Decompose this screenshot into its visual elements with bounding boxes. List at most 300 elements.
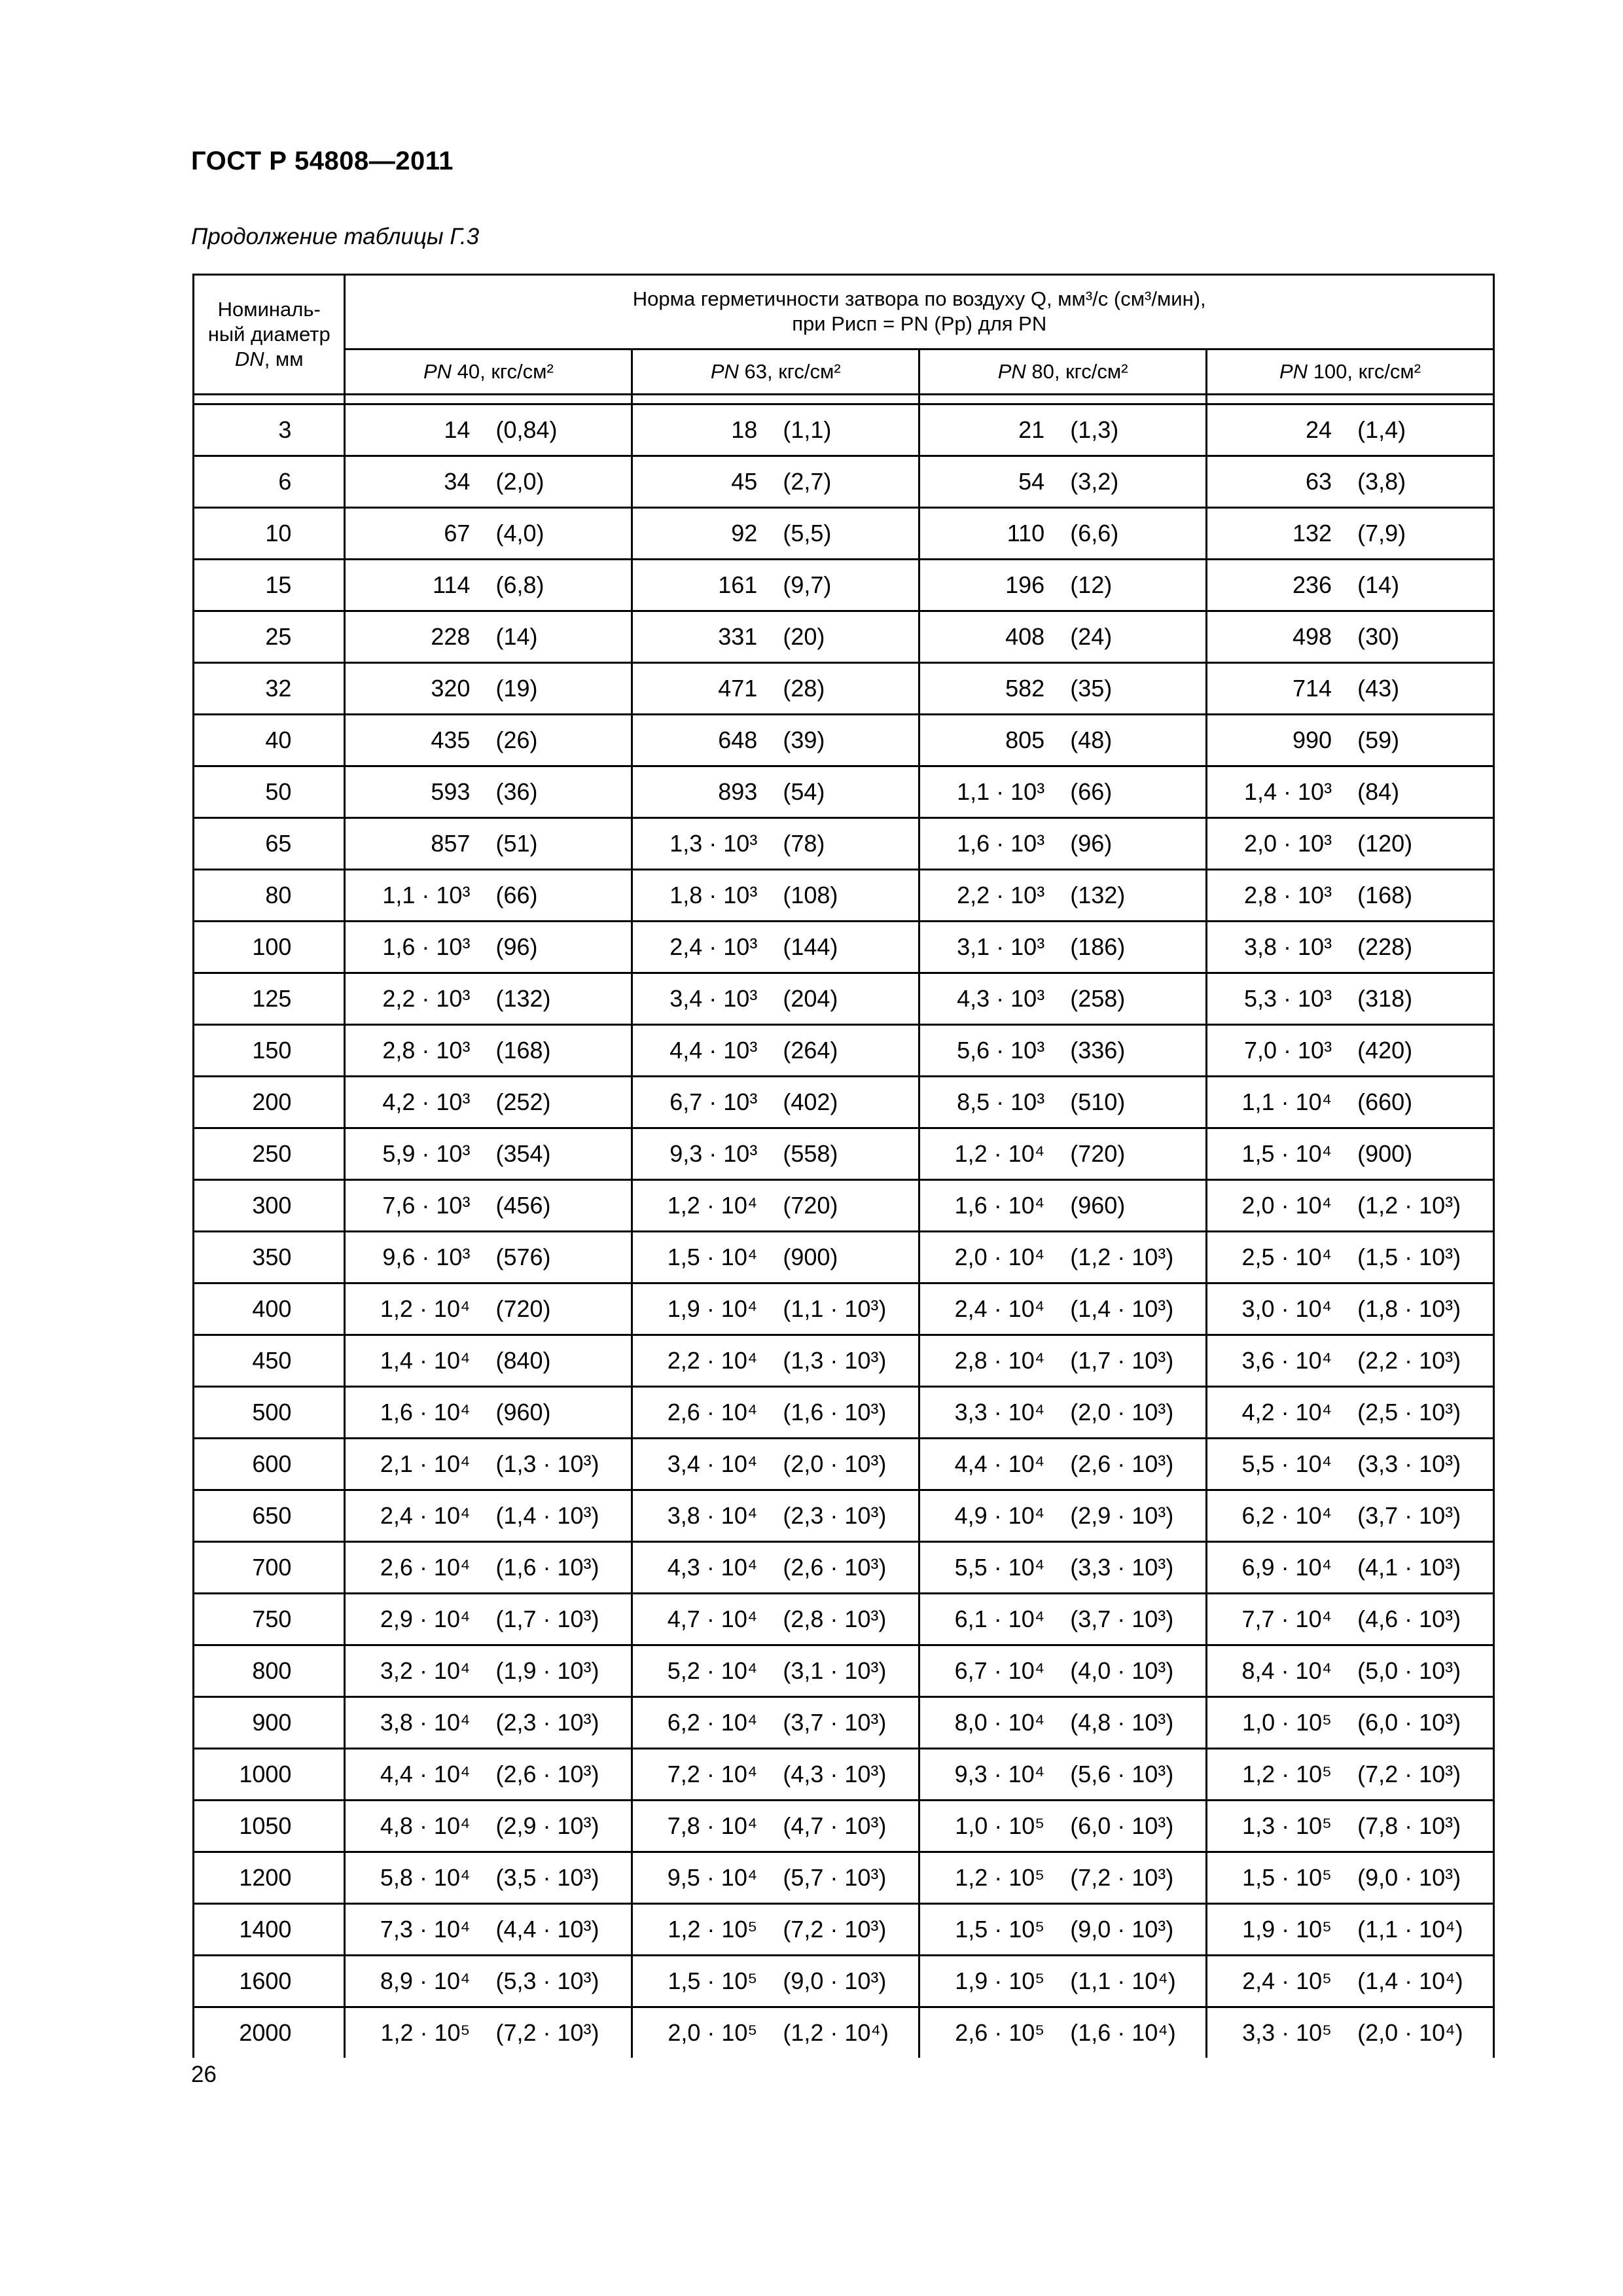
table-row [194, 922, 1494, 973]
leak-rate-cm3-per-min: (96) [1070, 830, 1113, 857]
cell-leak-rate [632, 1594, 919, 1645]
cell-nominal-diameter: 450 [194, 1335, 345, 1387]
leak-rate-mm3-per-s: 1,2 · 10⁴ [667, 1192, 758, 1219]
leak-rate-mm3-per-s: 8,9 · 10⁴ [380, 1967, 471, 1994]
leak-rate-mm3-per-s: 161 [718, 571, 758, 598]
table-row [194, 611, 1494, 663]
leak-rate-cm3-per-min: (35) [1070, 675, 1113, 702]
leak-rate-table [192, 274, 1495, 2058]
leak-rate-mm3-per-s: 1,2 · 10⁵ [955, 1864, 1045, 1891]
cell-nominal-diameter: 750 [194, 1594, 345, 1645]
leak-rate-mm3-per-s: 228 [431, 623, 471, 650]
cell-leak-rate [345, 1283, 632, 1335]
leak-rate-mm3-per-s: 1,5 · 10⁴ [667, 1244, 758, 1270]
leak-rate-cm3-per-min: (5,6 · 10³) [1070, 1761, 1174, 1787]
leak-rate-cm3-per-min: (20) [783, 623, 825, 650]
cell-nominal-diameter: 2000 [194, 2007, 345, 2058]
leak-rate-mm3-per-s: 3,0 · 10⁴ [1241, 1295, 1332, 1322]
leak-rate-mm3-per-s: 2,8 · 10³ [1244, 882, 1332, 908]
header-pn-100-label: 100, кгс/см² [1313, 359, 1421, 383]
leak-rate-cm3-per-min: (9,0 · 10³) [1357, 1864, 1461, 1891]
leak-rate-mm3-per-s: 5,5 · 10⁴ [1241, 1450, 1332, 1477]
cell-nominal-diameter: 250 [194, 1128, 345, 1180]
leak-rate-cm3-per-min: (2,0 · 10³) [1070, 1399, 1174, 1426]
leak-rate-cm3-per-min: (558) [783, 1140, 838, 1167]
leak-rate-cm3-per-min: (9,0 · 10³) [1070, 1916, 1174, 1943]
leak-rate-mm3-per-s: 1,2 · 10⁵ [380, 2019, 471, 2046]
leak-rate-mm3-per-s: 2,4 · 10⁵ [1242, 1967, 1332, 1994]
leak-rate-mm3-per-s: 4,3 · 10³ [957, 985, 1045, 1012]
table-row [194, 1077, 1494, 1128]
leak-rate-mm3-per-s: 6,2 · 10⁴ [667, 1709, 758, 1736]
cell-leak-rate [919, 818, 1207, 870]
cell-nominal-diameter: 65 [194, 818, 345, 870]
leak-rate-cm3-per-min: (3,8) [1357, 468, 1406, 495]
table-row [194, 1542, 1494, 1594]
cell-nominal-diameter: 650 [194, 1490, 345, 1542]
cell-leak-rate [632, 663, 919, 715]
leak-rate-mm3-per-s: 1,6 · 10⁴ [954, 1192, 1045, 1219]
leak-rate-cm3-per-min: (4,3 · 10³) [783, 1761, 887, 1787]
leak-rate-cm3-per-min: (3,3 · 10³) [1357, 1450, 1461, 1477]
leak-rate-cm3-per-min: (840) [495, 1347, 551, 1374]
leak-rate-mm3-per-s: 4,7 · 10⁴ [667, 1605, 758, 1632]
leak-rate-mm3-per-s: 2,1 · 10⁴ [380, 1450, 471, 1477]
cell-leak-rate [345, 1594, 632, 1645]
table-body [194, 395, 1494, 2058]
leak-rate-cm3-per-min: (132) [495, 985, 551, 1012]
cell-leak-rate [1207, 1542, 1494, 1594]
cell-leak-rate [919, 1852, 1207, 1904]
table-caption: Продолжение таблицы Г.3 [191, 224, 480, 249]
cell-leak-rate [632, 1387, 919, 1439]
cell-leak-rate [345, 1697, 632, 1749]
document-title: ГОСТ Р 54808—2011 [191, 147, 454, 175]
leak-rate-cm3-per-min: (258) [1070, 985, 1126, 1012]
leak-rate-cm3-per-min: (48) [1070, 726, 1113, 753]
leak-rate-mm3-per-s: 8,0 · 10⁴ [954, 1709, 1045, 1736]
page-number: 26 [191, 2062, 217, 2087]
leak-rate-cm3-per-min: (2,8 · 10³) [783, 1605, 887, 1632]
leak-rate-mm3-per-s: 3,6 · 10⁴ [1241, 1347, 1332, 1374]
leak-rate-cm3-per-min: (960) [1070, 1192, 1126, 1219]
cell-leak-rate [1207, 922, 1494, 973]
table-row [194, 1852, 1494, 1904]
cell-leak-rate [1207, 611, 1494, 663]
leak-rate-mm3-per-s: 6,1 · 10⁴ [954, 1605, 1045, 1632]
leak-rate-cm3-per-min: (2,3 · 10³) [783, 1502, 887, 1529]
leak-rate-cm3-per-min: (3,7 · 10³) [1070, 1605, 1174, 1632]
cell-leak-rate [345, 922, 632, 973]
cell-leak-rate [345, 560, 632, 611]
cell-nominal-diameter: 125 [194, 973, 345, 1025]
cell-leak-rate [345, 456, 632, 508]
cell-leak-rate [919, 456, 1207, 508]
leak-rate-cm3-per-min: (510) [1070, 1088, 1126, 1115]
cell-leak-rate [345, 1232, 632, 1283]
cell-leak-rate [919, 1749, 1207, 1801]
leak-rate-cm3-per-min: (7,2 · 10³) [783, 1916, 887, 1943]
cell-leak-rate [919, 1956, 1207, 2007]
leak-rate-mm3-per-s: 5,5 · 10⁴ [954, 1554, 1045, 1581]
table-row [194, 1904, 1494, 1956]
leak-rate-cm3-per-min: (144) [783, 933, 838, 960]
table-row [194, 508, 1494, 560]
leak-rate-cm3-per-min: (14) [495, 623, 538, 650]
leak-rate-mm3-per-s: 1,8 · 10³ [669, 882, 758, 908]
leak-rate-cm3-per-min: (26) [495, 726, 538, 753]
leak-rate-mm3-per-s: 320 [431, 675, 471, 702]
leak-rate-mm3-per-s: 2,9 · 10⁴ [380, 1605, 471, 1632]
cell-leak-rate [632, 2007, 919, 2058]
leak-rate-mm3-per-s: 2,0 · 10⁴ [954, 1244, 1045, 1270]
cell-leak-rate [345, 1439, 632, 1490]
leak-rate-cm3-per-min: (54) [783, 778, 825, 805]
leak-rate-cm3-per-min: (36) [495, 778, 538, 805]
leak-rate-cm3-per-min: (96) [495, 933, 538, 960]
leak-rate-cm3-per-min: (2,3 · 10³) [495, 1709, 599, 1736]
cell-leak-rate [1207, 560, 1494, 611]
leak-rate-cm3-per-min: (576) [495, 1244, 551, 1270]
leak-rate-mm3-per-s: 1,1 · 10³ [957, 778, 1045, 805]
leak-rate-mm3-per-s: 2,8 · 10³ [382, 1037, 471, 1064]
cell-leak-rate [919, 1232, 1207, 1283]
cell-leak-rate [919, 715, 1207, 766]
leak-rate-cm3-per-min: (78) [783, 830, 825, 857]
leak-rate-mm3-per-s: 1,9 · 10⁵ [1242, 1916, 1332, 1943]
leak-rate-mm3-per-s: 582 [1005, 675, 1045, 702]
cell-leak-rate [345, 1387, 632, 1439]
leak-rate-mm3-per-s: 1,3 · 10⁵ [1242, 1812, 1332, 1839]
leak-rate-cm3-per-min: (2,0 · 10³) [783, 1450, 887, 1477]
leak-rate-cm3-per-min: (2,9 · 10³) [1070, 1502, 1174, 1529]
leak-rate-mm3-per-s: 1,0 · 10⁵ [1242, 1709, 1332, 1736]
leak-rate-mm3-per-s: 1,4 · 10⁴ [380, 1347, 471, 1374]
cell-leak-rate [1207, 663, 1494, 715]
leak-rate-cm3-per-min: (900) [783, 1244, 838, 1270]
leak-rate-cm3-per-min: (4,6 · 10³) [1357, 1605, 1461, 1632]
leak-rate-mm3-per-s: 9,3 · 10³ [669, 1140, 758, 1167]
leak-rate-cm3-per-min: (402) [783, 1088, 838, 1115]
cell-nominal-diameter: 32 [194, 663, 345, 715]
leak-rate-cm3-per-min: (1,6 · 10³) [783, 1399, 887, 1426]
cell-leak-rate [632, 1749, 919, 1801]
cell-leak-rate [1207, 1232, 1494, 1283]
leak-rate-mm3-per-s: 4,2 · 10⁴ [1241, 1399, 1332, 1426]
cell-leak-rate [1207, 2007, 1494, 2058]
leak-rate-cm3-per-min: (43) [1357, 675, 1400, 702]
header-group-line1: Норма герметичности затвора по воздуху Q, мм³/с (см³/мин), [632, 287, 1206, 311]
leak-rate-mm3-per-s: 5,8 · 10⁴ [380, 1864, 471, 1891]
leak-rate-cm3-per-min: (132) [1070, 882, 1126, 908]
leak-rate-mm3-per-s: 8,5 · 10³ [957, 1088, 1045, 1115]
cell-leak-rate [919, 870, 1207, 922]
leak-rate-mm3-per-s: 2,2 · 10³ [957, 882, 1045, 908]
cell-leak-rate [1207, 1801, 1494, 1852]
header-group-line2: при Pисп = PN (Pр) для PN [792, 312, 1047, 336]
leak-rate-cm3-per-min: (1,7 · 10³) [1070, 1347, 1174, 1374]
leak-rate-mm3-per-s: 1,1 · 10³ [382, 882, 471, 908]
leak-rate-cm3-per-min: (1,1 · 10³) [783, 1295, 887, 1322]
leak-rate-cm3-per-min: (1,1 · 10⁴) [1357, 1916, 1463, 1943]
leak-rate-mm3-per-s: 1,5 · 10⁴ [1241, 1140, 1332, 1167]
leak-rate-mm3-per-s: 3,4 · 10³ [669, 985, 758, 1012]
cell-leak-rate [345, 766, 632, 818]
cell-leak-rate [345, 1801, 632, 1852]
leak-rate-mm3-per-s: 1,4 · 10³ [1244, 778, 1332, 805]
cell-leak-rate [919, 1645, 1207, 1697]
cell-leak-rate [345, 1025, 632, 1077]
cell-leak-rate [632, 1232, 919, 1283]
table-row [194, 1490, 1494, 1542]
leak-rate-cm3-per-min: (1,4 · 10⁴) [1357, 1967, 1463, 1994]
table-row [194, 1232, 1494, 1283]
leak-rate-mm3-per-s: 3,1 · 10³ [957, 933, 1045, 960]
cell-leak-rate [345, 870, 632, 922]
leak-rate-mm3-per-s: 1,5 · 10⁵ [1242, 1864, 1332, 1891]
cell-nominal-diameter: 1600 [194, 1956, 345, 2007]
leak-rate-cm3-per-min: (1,4) [1357, 416, 1406, 443]
table-row [194, 456, 1494, 508]
leak-rate-cm3-per-min: (660) [1357, 1088, 1413, 1115]
leak-rate-mm3-per-s: 1,2 · 10⁵ [668, 1916, 758, 1943]
leak-rate-mm3-per-s: 236 [1293, 571, 1332, 598]
leak-rate-cm3-per-min: (84) [1357, 778, 1400, 805]
cell-leak-rate [345, 715, 632, 766]
cell-leak-rate [919, 1387, 1207, 1439]
cell-leak-rate [632, 1180, 919, 1232]
leak-rate-mm3-per-s: 408 [1005, 623, 1045, 650]
cell-leak-rate [345, 1852, 632, 1904]
leak-rate-cm3-per-min: (39) [783, 726, 825, 753]
cell-leak-rate [919, 1077, 1207, 1128]
leak-rate-mm3-per-s: 92 [731, 520, 758, 547]
leak-rate-mm3-per-s: 3,4 · 10⁴ [667, 1450, 758, 1477]
leak-rate-mm3-per-s: 2,2 · 10⁴ [667, 1347, 758, 1374]
leak-rate-mm3-per-s: 3,2 · 10⁴ [380, 1657, 471, 1684]
cell-leak-rate [632, 1439, 919, 1490]
leak-rate-cm3-per-min: (1,1 · 10⁴) [1070, 1967, 1176, 1994]
leak-rate-mm3-per-s: 857 [431, 830, 471, 857]
leak-rate-cm3-per-min: (19) [495, 675, 538, 702]
leak-rate-cm3-per-min: (1,6 · 10⁴) [1070, 2019, 1176, 2046]
leak-rate-cm3-per-min: (5,7 · 10³) [783, 1864, 887, 1891]
header-pn-prefix: PN [710, 359, 739, 383]
leak-rate-mm3-per-s: 5,9 · 10³ [382, 1140, 471, 1167]
table-row [194, 715, 1494, 766]
cell-nominal-diameter: 1400 [194, 1904, 345, 1956]
cell-leak-rate [919, 1283, 1207, 1335]
leak-rate-mm3-per-s: 990 [1293, 726, 1332, 753]
cell-leak-rate [632, 1956, 919, 2007]
leak-rate-mm3-per-s: 2,4 · 10⁴ [954, 1295, 1045, 1322]
leak-rate-cm3-per-min: (420) [1357, 1037, 1413, 1064]
cell-leak-rate [1207, 766, 1494, 818]
header-pn-40 [345, 349, 632, 394]
leak-rate-cm3-per-min: (2,7) [783, 468, 832, 495]
cell-leak-rate [1207, 1594, 1494, 1645]
leak-rate-mm3-per-s: 498 [1293, 623, 1332, 650]
cell-nominal-diameter: 200 [194, 1077, 345, 1128]
cell-leak-rate [1207, 1128, 1494, 1180]
leak-rate-mm3-per-s: 54 [1018, 468, 1045, 495]
cell-leak-rate [345, 1645, 632, 1697]
leak-rate-mm3-per-s: 2,6 · 10⁴ [380, 1554, 471, 1581]
cell-leak-rate [919, 508, 1207, 560]
leak-rate-mm3-per-s: 8,4 · 10⁴ [1241, 1657, 1332, 1684]
cell-leak-rate [632, 818, 919, 870]
table-container [192, 274, 1495, 2058]
leak-rate-cm3-per-min: (456) [495, 1192, 551, 1219]
leak-rate-cm3-per-min: (7,8 · 10³) [1357, 1812, 1461, 1839]
cell-leak-rate [1207, 973, 1494, 1025]
cell-leak-rate [632, 1490, 919, 1542]
table-row [194, 1335, 1494, 1387]
leak-rate-cm3-per-min: (354) [495, 1140, 551, 1167]
leak-rate-cm3-per-min: (6,6) [1070, 520, 1119, 547]
table-row [194, 1180, 1494, 1232]
header-nominal-diameter [194, 275, 345, 395]
cell-leak-rate [632, 1904, 919, 1956]
cell-leak-rate [1207, 818, 1494, 870]
cell-nominal-diameter: 500 [194, 1387, 345, 1439]
leak-rate-mm3-per-s: 9,5 · 10⁴ [667, 1864, 758, 1891]
cell-leak-rate [919, 766, 1207, 818]
cell-leak-rate [1207, 715, 1494, 766]
table-row [194, 1749, 1494, 1801]
cell-leak-rate [1207, 1283, 1494, 1335]
table-row [194, 404, 1494, 456]
leak-rate-mm3-per-s: 1,0 · 10⁵ [955, 1812, 1045, 1839]
leak-rate-cm3-per-min: (252) [495, 1088, 551, 1115]
header-pn-prefix: PN [423, 359, 452, 383]
cell-leak-rate [632, 766, 919, 818]
table-row [194, 1387, 1494, 1439]
cell-leak-rate [1207, 1956, 1494, 2007]
leak-rate-mm3-per-s: 2,0 · 10⁴ [1241, 1192, 1332, 1219]
leak-rate-cm3-per-min: (2,6 · 10³) [1070, 1450, 1174, 1477]
cell-leak-rate [345, 1180, 632, 1232]
cell-nominal-diameter: 80 [194, 870, 345, 922]
cell-leak-rate [919, 1439, 1207, 1490]
cell-leak-rate [632, 1852, 919, 1904]
cell-leak-rate [632, 1283, 919, 1335]
leak-rate-cm3-per-min: (720) [1070, 1140, 1126, 1167]
header-pn-80 [919, 349, 1207, 394]
leak-rate-mm3-per-s: 2,8 · 10⁴ [954, 1347, 1045, 1374]
leak-rate-cm3-per-min: (120) [1357, 830, 1413, 857]
cell-leak-rate [919, 1335, 1207, 1387]
leak-rate-mm3-per-s: 7,8 · 10⁴ [667, 1812, 758, 1839]
cell-leak-rate [345, 1490, 632, 1542]
table-row [194, 973, 1494, 1025]
leak-rate-mm3-per-s: 714 [1293, 675, 1332, 702]
leak-rate-cm3-per-min: (9,0 · 10³) [783, 1967, 887, 1994]
leak-rate-mm3-per-s: 132 [1293, 520, 1332, 547]
header-dn-symbol: DN [234, 348, 264, 370]
leak-rate-mm3-per-s: 1,9 · 10⁴ [667, 1295, 758, 1322]
table-row [194, 1439, 1494, 1490]
cell-leak-rate [1207, 1077, 1494, 1128]
leak-rate-mm3-per-s: 471 [718, 675, 758, 702]
leak-rate-mm3-per-s: 5,2 · 10⁴ [667, 1657, 758, 1684]
cell-leak-rate [919, 1025, 1207, 1077]
cell-leak-rate [632, 870, 919, 922]
cell-leak-rate [632, 1128, 919, 1180]
cell-nominal-diameter: 1050 [194, 1801, 345, 1852]
leak-rate-cm3-per-min: (6,0 · 10³) [1357, 1709, 1461, 1736]
leak-rate-cm3-per-min: (1,4 · 10³) [1070, 1295, 1174, 1322]
leak-rate-cm3-per-min: (59) [1357, 726, 1400, 753]
leak-rate-cm3-per-min: (336) [1070, 1037, 1126, 1064]
cell-leak-rate [1207, 1335, 1494, 1387]
header-pn-100 [1207, 349, 1494, 394]
cell-leak-rate [919, 1490, 1207, 1542]
cell-leak-rate [632, 1801, 919, 1852]
cell-leak-rate [1207, 1697, 1494, 1749]
leak-rate-mm3-per-s: 6,9 · 10⁴ [1241, 1554, 1332, 1581]
table-row [194, 766, 1494, 818]
leak-rate-cm3-per-min: (2,6 · 10³) [783, 1554, 887, 1581]
leak-rate-mm3-per-s: 593 [431, 778, 471, 805]
leak-rate-mm3-per-s: 110 [1007, 520, 1045, 547]
leak-rate-cm3-per-min: (2,0) [495, 468, 544, 495]
leak-rate-mm3-per-s: 7,6 · 10³ [382, 1192, 471, 1219]
leak-rate-mm3-per-s: 7,3 · 10⁴ [380, 1916, 471, 1943]
leak-rate-mm3-per-s: 2,0 · 10⁵ [668, 2019, 758, 2046]
leak-rate-cm3-per-min: (1,1) [783, 416, 832, 443]
leak-rate-mm3-per-s: 1,6 · 10³ [382, 933, 471, 960]
cell-nominal-diameter: 350 [194, 1232, 345, 1283]
cell-nominal-diameter: 1200 [194, 1852, 345, 1904]
leak-rate-cm3-per-min: (3,3 · 10³) [1070, 1554, 1174, 1581]
cell-leak-rate [345, 404, 632, 456]
leak-rate-cm3-per-min: (720) [495, 1295, 551, 1322]
header-dn-line2: ный диаметр [207, 323, 330, 346]
leak-rate-mm3-per-s: 3,8 · 10⁴ [667, 1502, 758, 1529]
leak-rate-mm3-per-s: 4,9 · 10⁴ [954, 1502, 1045, 1529]
leak-rate-cm3-per-min: (2,2 · 10³) [1357, 1347, 1461, 1374]
cell-leak-rate [632, 456, 919, 508]
leak-rate-cm3-per-min: (1,2 · 10³) [1357, 1192, 1461, 1219]
header-dn-unit: , мм [264, 348, 304, 370]
header-separator [194, 395, 1494, 404]
leak-rate-mm3-per-s: 7,0 · 10³ [1244, 1037, 1332, 1064]
leak-rate-cm3-per-min: (1,7 · 10³) [495, 1605, 599, 1632]
leak-rate-mm3-per-s: 4,8 · 10⁴ [380, 1812, 471, 1839]
cell-nominal-diameter: 300 [194, 1180, 345, 1232]
leak-rate-mm3-per-s: 4,2 · 10³ [382, 1088, 471, 1115]
leak-rate-cm3-per-min: (5,0 · 10³) [1357, 1657, 1461, 1684]
cell-leak-rate [919, 2007, 1207, 2058]
header-pn-40-label: 40, кгс/см² [457, 359, 554, 383]
leak-rate-cm3-per-min: (3,1 · 10³) [783, 1657, 887, 1684]
cell-nominal-diameter: 600 [194, 1439, 345, 1490]
leak-rate-mm3-per-s: 5,6 · 10³ [957, 1037, 1045, 1064]
leak-rate-cm3-per-min: (1,2 · 10³) [1070, 1244, 1174, 1270]
leak-rate-cm3-per-min: (108) [783, 882, 838, 908]
leak-rate-cm3-per-min: (7,9) [1357, 520, 1406, 547]
leak-rate-cm3-per-min: (228) [1357, 933, 1413, 960]
cell-leak-rate [1207, 1904, 1494, 1956]
leak-rate-mm3-per-s: 1,2 · 10⁴ [954, 1140, 1045, 1167]
leak-rate-cm3-per-min: (960) [495, 1399, 551, 1426]
header-pn-63 [632, 349, 919, 394]
cell-leak-rate [632, 508, 919, 560]
cell-nominal-diameter: 150 [194, 1025, 345, 1077]
cell-leak-rate [345, 1956, 632, 2007]
cell-leak-rate [345, 1542, 632, 1594]
